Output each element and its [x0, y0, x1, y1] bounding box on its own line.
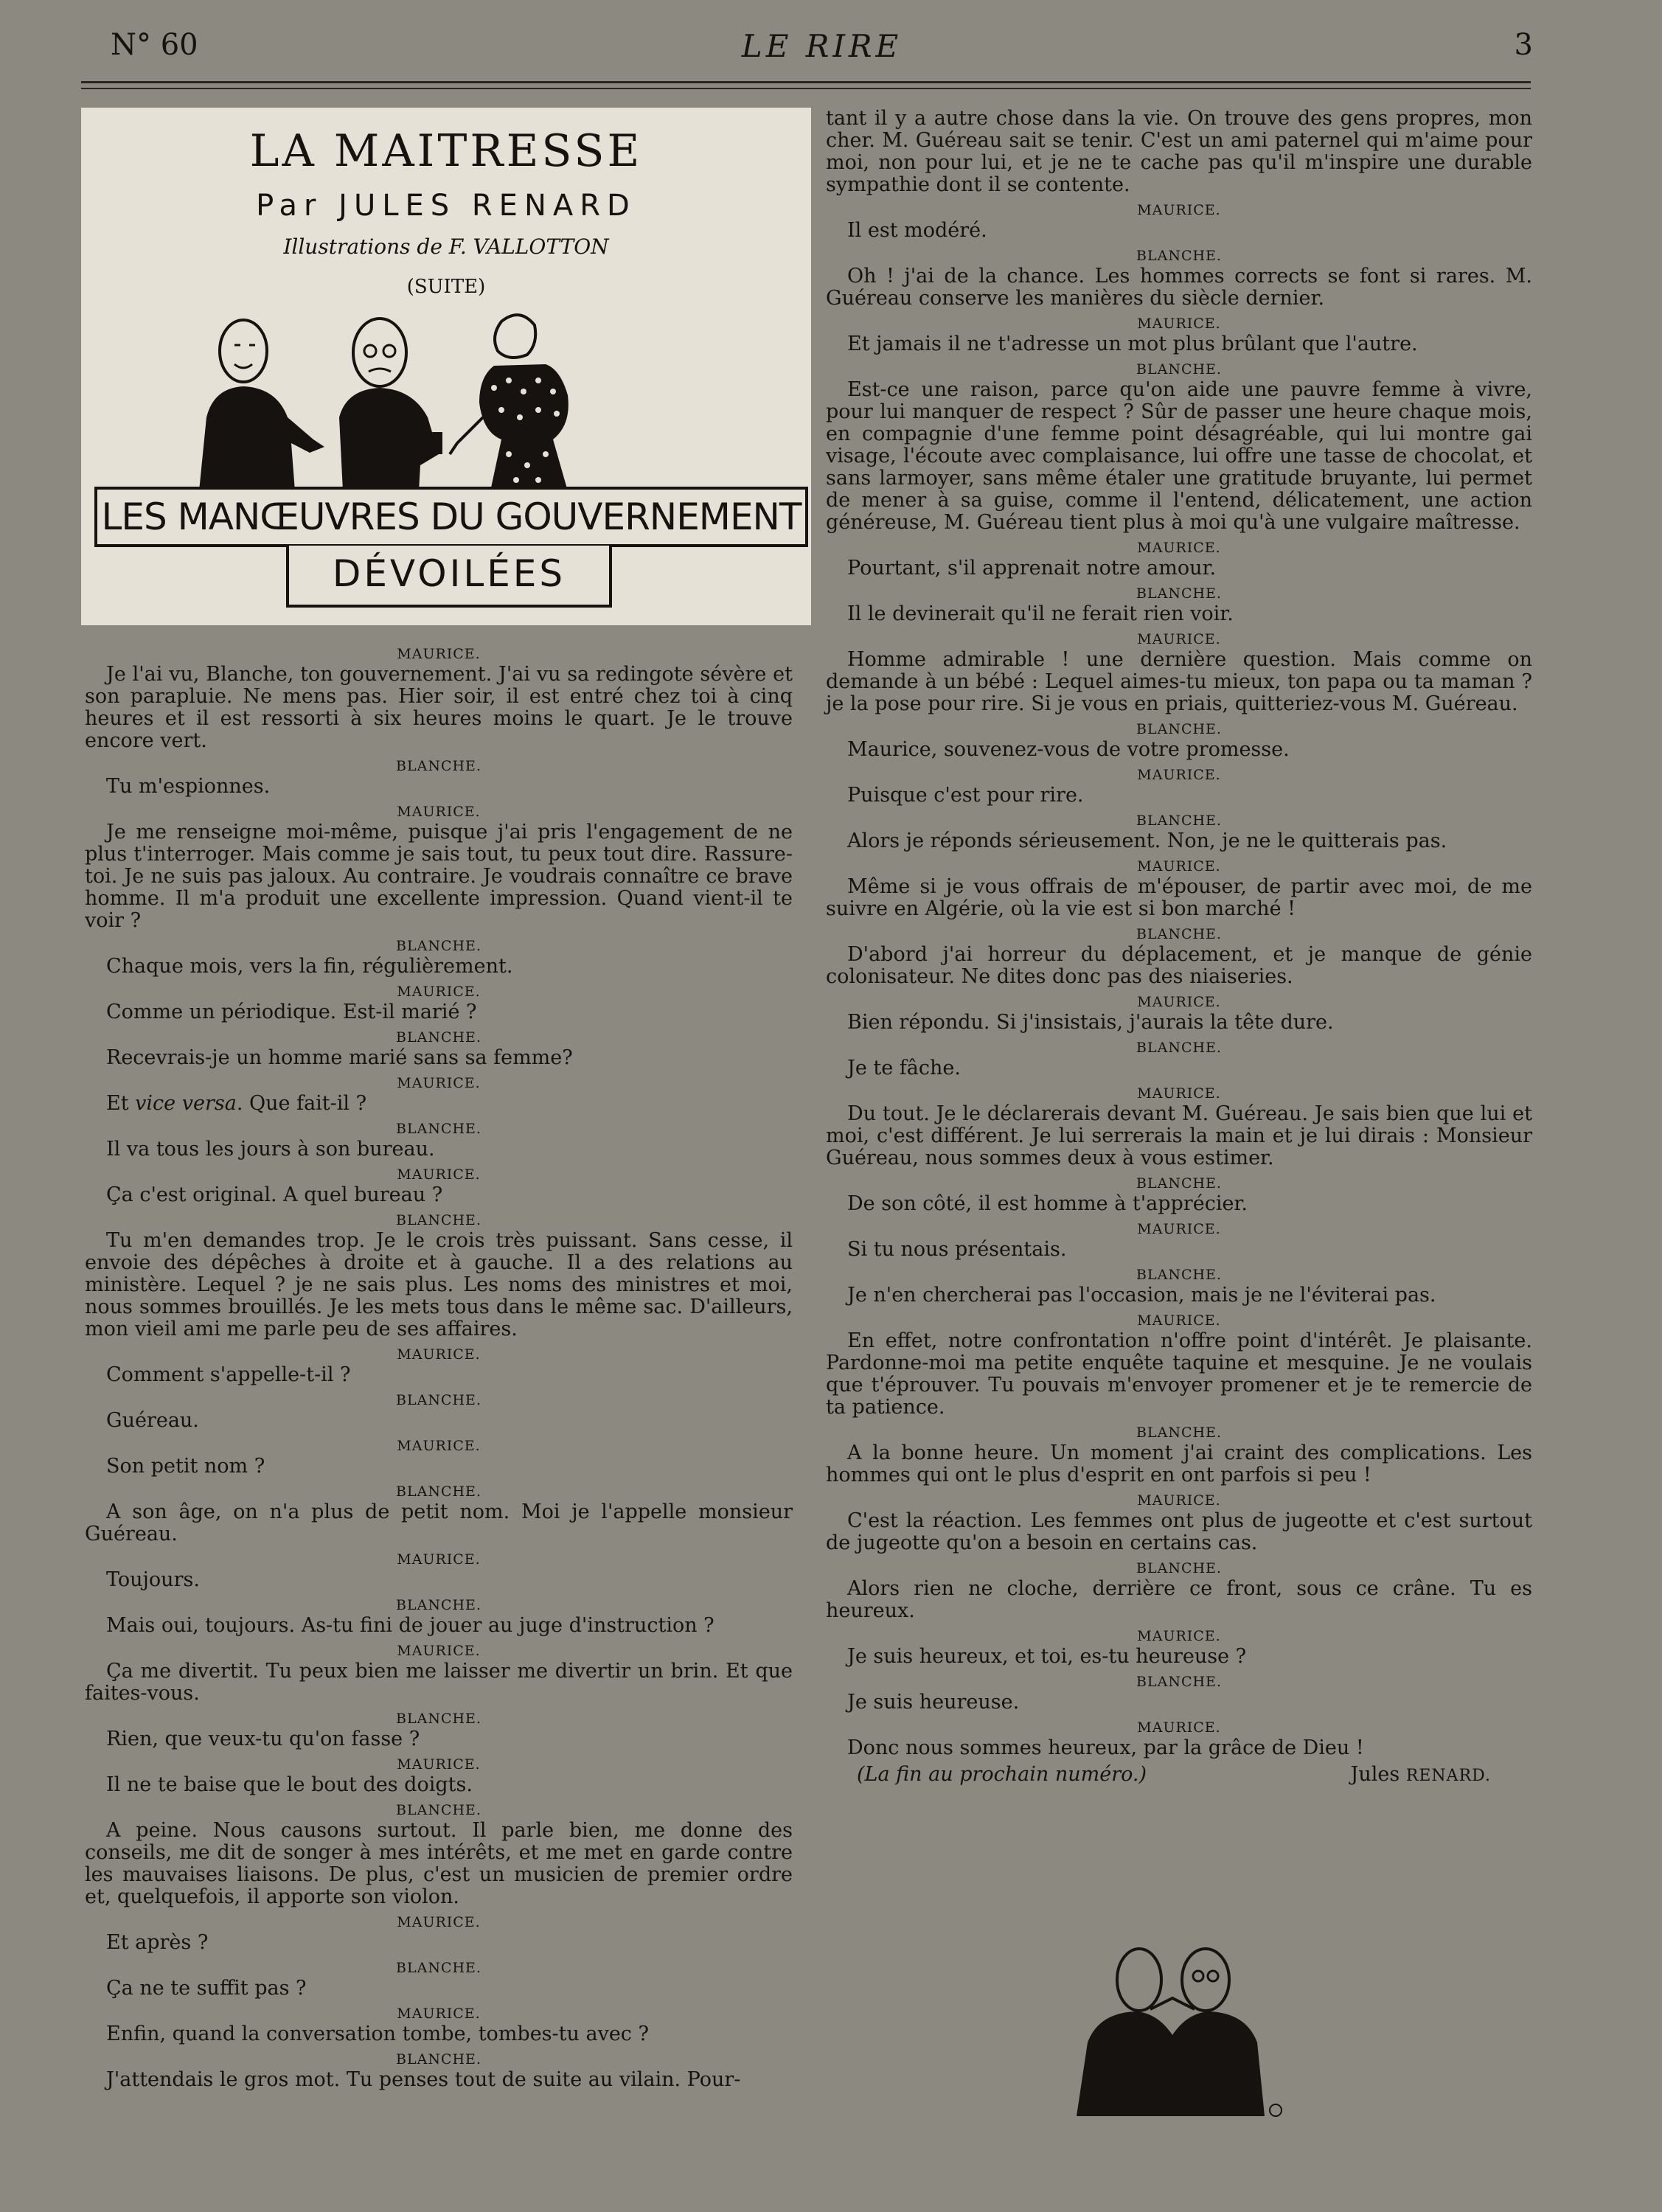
speaker-name: BLANCHE. [396, 1392, 481, 1408]
dialogue-line: Alors rien ne cloche, derrière ce front, sous ce crâne. Tu es heureux. [826, 1577, 1532, 1622]
magazine-title: LE RIRE [741, 28, 903, 64]
speaker-name: BLANCHE. [1136, 1175, 1222, 1192]
banner-line-1: LES MANŒUVRES DU GOUVERNEMENT [94, 487, 808, 547]
dialogue-line: Je me renseigne moi-même, puisque j'ai pris l'engagement de ne plus t'interroger. Mais comme je sais tout, tu peux tout dire. Rassure-toi. Je ne suis pas jaloux. Au contraire. Je voudrais connaître ce brave homme. Il m'a produit une excellente impression. Quand vient-il te voir ? [85, 821, 793, 932]
to-be-continued: (La fin au prochain numéro.) [857, 1763, 1147, 1786]
speaker-name: BLANCHE. [396, 938, 481, 954]
dialogue-line: A la bonne heure. Un moment j'ai craint des complications. Les hommes qui ont le plus d'esprit en ont parfois si peu ! [826, 1441, 1532, 1486]
dialogue-line: Ça ne te suffit pas ? [106, 1977, 307, 2000]
speaker-name: BLANCHE. [1136, 926, 1222, 942]
dialogue-line: Pourtant, s'il apprenait notre amour. [847, 557, 1217, 580]
speaker-name: MAURICE. [397, 1438, 481, 1454]
dialogue-line: Bien répondu. Si j'insistais, j'aurais la tête dure. [847, 1011, 1334, 1034]
dialogue-line: Du tout. Je le déclarerais devant M. Guéreau. Je sais bien que lui et moi, c'est différent. Je lui serrerais la main et je lui dirais : Monsieur Guéreau, nous sommes deux à vous estimer. [826, 1102, 1532, 1169]
speaker-name: MAURICE. [1137, 1221, 1221, 1237]
speaker-name: MAURICE. [397, 1551, 481, 1568]
speaker-name: BLANCHE. [396, 1711, 481, 1727]
dialogue-line: Comme un périodique. Est-il marié ? [106, 1001, 477, 1023]
dialogue-line: D'abord j'ai horreur du déplacement, et je manque de génie colonisateur. Ne dites donc pas des niaiseries. [826, 943, 1532, 988]
header-rule [81, 81, 1531, 83]
speaker-name: MAURICE. [1137, 1719, 1221, 1736]
dialogue-line: Je n'en chercherai pas l'occasion, mais je ne l'éviterai pas. [847, 1284, 1436, 1307]
speaker-name: MAURICE. [1137, 767, 1221, 783]
dialogue-line: Il va tous les jours à son bureau. [106, 1138, 435, 1161]
dialogue-line: Comment s'appelle-t-il ? [106, 1363, 351, 1386]
speaker-name: MAURICE. [397, 1346, 481, 1363]
author-signature [1351, 1764, 1491, 1787]
dialogue-line: Rien, que veux-tu qu'on fasse ? [106, 1728, 420, 1750]
dialogue-line: Oh ! j'ai de la chance. Les hommes corrects se font si rares. M. Guéreau conserve les manières du siècle dernier. [826, 265, 1532, 310]
banner-line-2: DÉVOILÉES [286, 546, 612, 608]
closing-line [826, 1764, 1532, 1787]
speaker-name: MAURICE. [1137, 202, 1221, 218]
speaker-name: MAURICE. [397, 1643, 481, 1659]
dialogue-line: Son petit nom ? [106, 1455, 265, 1478]
author-last-name: RENARD. [1405, 1767, 1491, 1785]
dialogue-line: Tu m'espionnes. [106, 775, 271, 798]
dialogue-line: Et jamais il ne t'adresse un mot plus brûlant que l'autre. [847, 333, 1418, 355]
speaker-name: MAURICE. [1137, 994, 1221, 1010]
dialogue-line: Tu m'en demandes trop. Je le crois très puissant. Sans cesse, il envoie des dépêches à droite et à gauche. Il a des relations au ministère. Lequel ? je ne sais plus. Les noms des ministres et moi, nous sommes brouillés. Je les mets tous dans le même sac. D'ailleurs, mon vieil ami me parle peu de ses affaires. [85, 1229, 793, 1340]
story-title: LA MAITRESSE [249, 125, 643, 177]
speaker-name: MAURICE. [397, 646, 481, 662]
dialogue-line: Je te fâche. [847, 1057, 961, 1079]
dialogue-line: Il ne te baise que le bout des doigts. [106, 1773, 473, 1796]
issue-number: N° 60 [111, 28, 198, 62]
right-text-column [826, 108, 1532, 1787]
speaker-name: BLANCHE. [396, 2051, 481, 2067]
speaker-name: MAURICE. [397, 984, 481, 1000]
dialogue-line: Mais oui, toujours. As-tu fini de jouer au juge d'instruction ? [106, 1614, 714, 1637]
speaker-name: BLANCHE. [396, 1029, 481, 1046]
dialogue-line: Est-ce une raison, parce qu'on aide une pauvre femme à vivre, pour lui manquer de respect ? Sûr de passer une heure chaque mois, en compagnie d'une femme point désagréable, qui lui montre gai visage, l'écoute avec complaisance, lui offre une tasse de chocolat, et sans larmoyer, sans même étaler une gratitude bruyante, lui permet de mener à sa guise, comme il l'entend, délicatement, une action généreuse, M. Guéreau tient plus à moi qu'à une vulgaire maîtresse. [826, 378, 1532, 534]
speaker-name: BLANCHE. [1136, 1040, 1222, 1056]
speaker-name: BLANCHE. [396, 1960, 481, 1976]
page-number: 3 [1514, 28, 1533, 62]
left-text-column [85, 643, 793, 2096]
speaker-name: MAURICE. [1137, 316, 1221, 332]
speaker-name: BLANCHE. [1136, 1560, 1222, 1576]
speaker-name: BLANCHE. [396, 1802, 481, 1818]
dialogue-line: Enfin, quand la conversation tombe, tombes-tu avec ? [106, 2023, 649, 2045]
dialogue-line: Il le devinerait qu'il ne ferait rien voir. [847, 602, 1234, 625]
dialogue-line: Même si je vous offrais de m'épouser, de partir avec moi, de me suivre en Algérie, où la vie est si bon marché ! [826, 875, 1532, 920]
author-first-name: Jules [1350, 1763, 1406, 1786]
dialogue-line: Et après ? [106, 1931, 209, 1954]
illustrator-credit: Illustrations de F. VALLOTTON [283, 234, 609, 259]
speaker-name: BLANCHE. [396, 1121, 481, 1137]
title-illustration [81, 108, 811, 625]
speaker-name: MAURICE. [1137, 1085, 1221, 1102]
speaker-name: BLANCHE. [1136, 361, 1222, 378]
speaker-name: BLANCHE. [1136, 813, 1222, 829]
speaker-name: BLANCHE. [396, 758, 481, 774]
speaker-name: MAURICE. [397, 1166, 481, 1183]
dialogue-line: Guéreau. [106, 1409, 199, 1432]
dialogue-line: J'attendais le gros mot. Tu penses tout de suite au vilain. Pour- [106, 2068, 741, 2091]
speaker-name: BLANCHE. [1136, 1674, 1222, 1690]
speaker-name: MAURICE. [397, 1756, 481, 1773]
speaker-name: MAURICE. [1137, 631, 1221, 647]
speaker-name: MAURICE. [1137, 540, 1221, 556]
dialogue-line: Il est modéré. [847, 219, 987, 242]
dialogue-line: Je l'ai vu, Blanche, ton gouvernement. J'ai vu sa redingote sévère et son parapluie. Ne mens pas. Hier soir, il est entré chez toi à cinq heures et il est ressorti à six heures moins le quart. Je le trouve encore vert. [85, 663, 793, 752]
dialogue-line: De son côté, il est homme à t'apprécier. [847, 1192, 1248, 1215]
page-header [111, 28, 1533, 72]
dialogue-line: Je suis heureuse. [847, 1691, 1020, 1714]
dialogue-line: Puisque c'est pour rire. [847, 784, 1084, 807]
dialogue-line: Alors je réponds sérieusement. Non, je ne le quitterais pas. [847, 830, 1447, 852]
speaker-name: MAURICE. [1137, 1312, 1221, 1329]
speaker-name: BLANCHE. [1136, 1267, 1222, 1283]
speaker-name: BLANCHE. [1136, 1425, 1222, 1441]
dialogue-line: Chaque mois, vers la fin, régulièrement. [106, 955, 513, 978]
dialogue-line: Maurice, souvenez-vous de votre promesse. [847, 738, 1290, 761]
speaker-name: BLANCHE. [1136, 585, 1222, 602]
speaker-name: MAURICE. [397, 1914, 481, 1930]
suite-label: (SUITE) [406, 276, 486, 298]
speaker-name: MAURICE. [1137, 1492, 1221, 1509]
dialogue-line: C'est la réaction. Les femmes ont plus de jugeotte et c'est surtout de jugeotte qu'on a besoin en certains cas. [826, 1509, 1532, 1554]
dialogue-line: Toujours. [106, 1568, 200, 1591]
speaker-name: BLANCHE. [1136, 721, 1222, 737]
dialogue-line: Homme admirable ! une dernière question. Mais comme on demande à un bébé : Lequel aimes-tu mieux, ton papa ou ta maman ? je la pose pour rire. Si je vous en priais, quitteriez-vous M. Guéreau. [826, 648, 1532, 715]
dialogue-line: Ça me divertit. Tu peux bien me laisser me divertir un brin. Et que faites-vous. [85, 1660, 793, 1705]
dialogue-line: Donc nous sommes heureux, par la grâce de Dieu ! [847, 1736, 1364, 1759]
story-byline: Par JULES RENARD [256, 189, 636, 223]
speaker-name: BLANCHE. [396, 1597, 481, 1613]
continued-paragraph: tant il y a autre chose dans la vie. On trouve des gens propres, mon cher. M. Guéreau sait se tenir. C'est un ami paternel qui m'aime pour moi, non pour lui, et je ne te cache pas qu'il m'inspire une durable sympathie dont il se contente. [826, 107, 1532, 196]
speaker-name: BLANCHE. [396, 1484, 481, 1500]
dialogue-line: A son âge, on n'a plus de petit nom. Moi je l'appelle monsieur Guéreau. [85, 1500, 793, 1545]
speaker-name: BLANCHE. [1136, 248, 1222, 264]
speaker-name: MAURICE. [1137, 858, 1221, 874]
dialogue-line: Ça c'est original. A quel bureau ? [106, 1183, 443, 1206]
dialogue-line: Si tu nous présentais. [847, 1238, 1067, 1261]
dialogue-line: Recevrais-je un homme marié sans sa femme? [106, 1046, 573, 1069]
dialogue-line: En effet, notre confrontation n'offre point d'intérêt. Je plaisante. Pardonne-moi ma petite enquête taquine et mesquine. Je ne voulais que t'éprouver. Tu pouvais m'envoyer promener et je te remercie de ta patience. [826, 1329, 1532, 1419]
speaker-name: MAURICE. [397, 2006, 481, 2022]
speaker-name: MAURICE. [397, 804, 481, 820]
speaker-name: MAURICE. [1137, 1628, 1221, 1644]
dialogue-line: Et vice versa. Que fait-il ? [106, 1092, 367, 1115]
speaker-name: MAURICE. [397, 1075, 481, 1091]
two-men-cartoon [1062, 1939, 1283, 2124]
dialogue-line: Je suis heureux, et toi, es-tu heureuse ? [847, 1645, 1247, 1668]
header-rule-thin [81, 88, 1531, 89]
speaker-name: BLANCHE. [396, 1212, 481, 1228]
dialogue-line: A peine. Nous causons surtout. Il parle bien, me donne des conseils, me dit de songer à mes intérêts, et me met en garde contre les mauvaises liaisons. De plus, c'est un musicien de premier ordre et, quelquefois, il apporte son violon. [85, 1819, 793, 1908]
